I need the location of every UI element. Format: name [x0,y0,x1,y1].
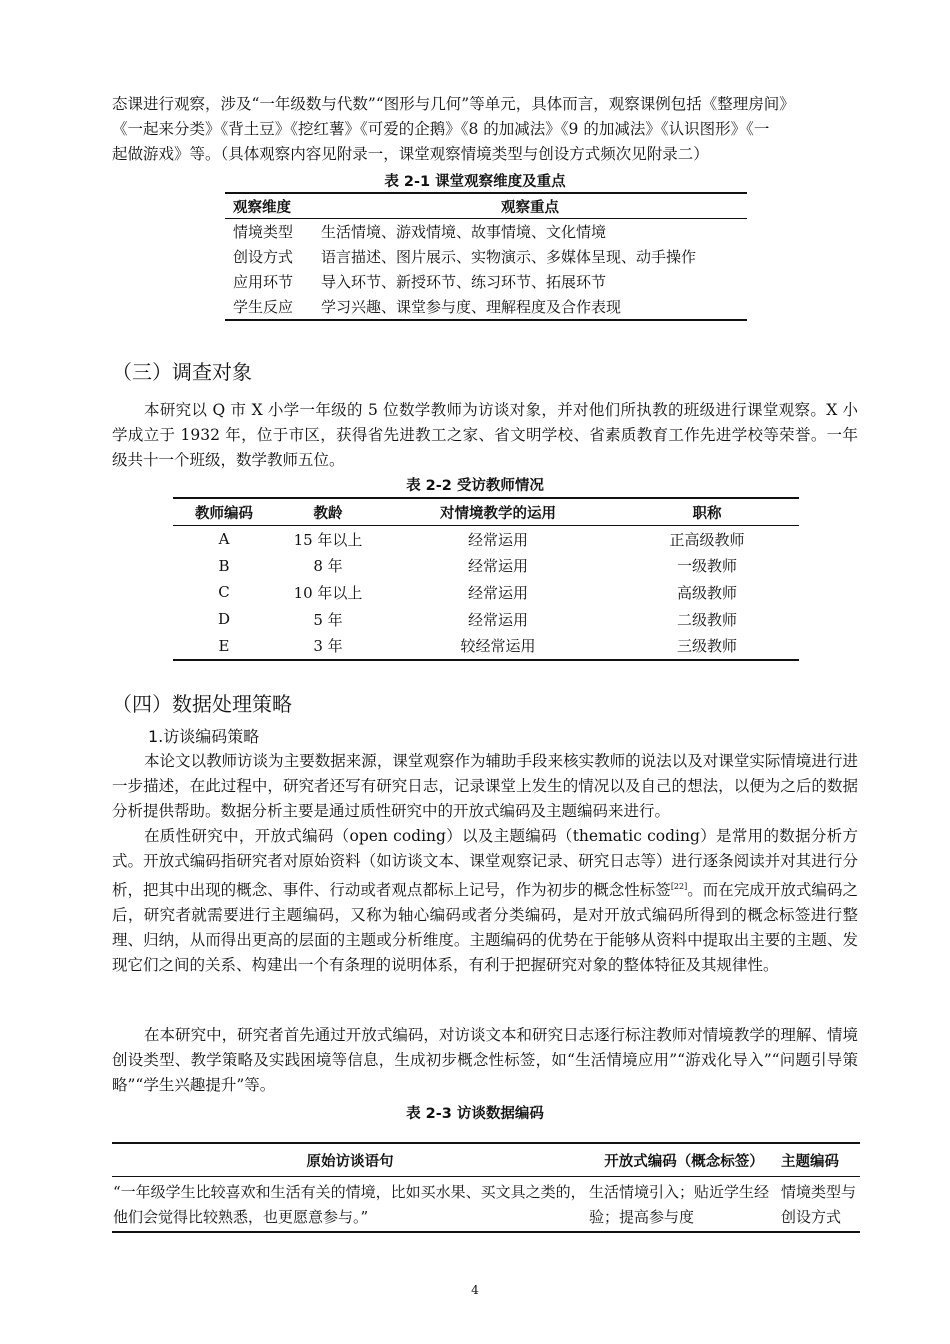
table-header-cell: 教龄 [275,498,381,526]
table-cell: 15 年以上 [293,530,363,549]
table-row [112,1177,860,1233]
table-row [225,244,747,269]
table-cell: 8 年 [313,557,343,576]
paragraph-text: 。而在完成开放式编码之后，研究者就需要进行主题编码，又称为轴心编码或者分类编码，是对开放式编码所得到的概念标签进行整理、归纳，从而得出更高的层面的主题或分析维度。主题编码的优势在于能够从资料中提取出主要的主题、发现它们之间的关系、构建出一个有条理的说明体系，有利于把握研究对象的整体特征及其规律性。 [112,881,858,975]
table-cell: 导入环节、新授环节、练习环节、拓展环节 [321,273,607,291]
table-cell: 高级教师 [676,583,737,602]
table-cell: 生活情境引入；贴近学生经验；提高参与度 [589,1183,770,1226]
section4-paragraph-2 [112,824,858,978]
table1-caption: 表 2-1 课堂观察维度及重点 [384,174,566,190]
table2-caption: 表 2-2 受访教师情况 [406,478,544,494]
table-row [173,632,799,660]
section4-subheading: 1.访谈编码策略 [148,727,260,746]
table-cell: 10 年以上 [293,583,363,602]
table-cell: 学习兴趣、课堂参与度、理解程度及合作表现 [321,298,622,316]
table-cell: 语言描述、图片展示、实物演示、多媒体呈现、动手操作 [321,248,697,266]
paragraph-text: 在质性研究中，开放式编码（open coding）以及主题编码（thematic coding）是常用的数据分析方式。开放式编码指研究者对原始资料（如访谈文本、课堂观察记录、研究日志等）进行逐条阅读并对其进行分析，把其中出现的概念、事件、行动或者观点都标上记号，作为初步的概念性标签 [112,827,858,900]
table-cell: C [218,583,230,602]
table-cell: B [218,556,230,575]
table-header-cell: 教师编码 [173,498,275,526]
table-cell: 经常运用 [467,583,528,602]
table-cell: 较经常运用 [460,637,536,656]
table-cell: 生活情境、游戏情境、故事情境、文化情境 [321,223,607,241]
table-cell: 一级教师 [676,557,737,576]
section3-paragraph: 本研究以 Q 市 X 小学一年级的 5 位数学教师为访谈对象，并对他们所执教的班级进行课堂观察。X 小学成立于 1932 年，位于市区，获得省先进教工之家、省文明学校、省素质教育工作先进学校等荣誉。一年级共十一个班级，数学教师五位。 [112,401,858,469]
table-header-row [225,193,747,219]
table-row [225,294,747,320]
section4-paragraph-3: 在本研究中，研究者首先通过开放式编码，对访谈文本和研究日志逐行标注教师对情境教学的理解、情境创设类型、教学策略及实践困境等信息，生成初步概念性标签，如“生活情境应用”“游戏化导入”“问题引导策略”“学生兴趣提升”等。 [112,1026,858,1094]
intro-line-1: 态课进行观察，涉及“一年级数与代数”“图形与几何”等单元，具体而言，观察课例包括《整理房间》 [112,95,795,113]
table-header-row [112,1143,860,1177]
table-cell: D [217,610,231,629]
table-cell: 情境类型与创设方式 [781,1183,857,1226]
table-cell: 经常运用 [467,557,528,576]
table-cell: 经常运用 [467,530,528,549]
table-header-cell: 对情境教学的运用 [381,498,615,526]
table-cell: 经常运用 [467,610,528,629]
table1-observation-dimensions [225,192,747,321]
intro-line-3: 起做游戏》等。（具体观察内容见附录一，课堂观察情境类型与创设方式频次见附录二） [112,145,709,163]
table-header-cell: 主题编码 [780,1143,860,1177]
table-cell: 三级教师 [676,637,737,656]
intro-line-2: 《一起来分类》《背土豆》《挖红薯》《可爱的企鹅》《8 的加减法》《9 的加减法》《认识图形》《一 [112,120,770,138]
table-row [173,606,799,633]
section4-paragraph-1: 本论文以教师访谈为主要数据来源，课堂观察作为辅助手段来核实教师的说法以及对课堂实际情境进行进一步描述，在此过程中，研究者还写有研究日志，记录课堂上发生的情况以及自己的想法，以便为之后的数据分析提供帮助。数据分析主要是通过质性研究中的开放式编码及主题编码来进行。 [112,752,858,820]
table-header-cell: 职称 [615,498,799,526]
table-row [173,579,799,606]
table-row [173,553,799,580]
table-cell: 学生反应 [233,298,294,316]
section4-heading: （四）数据处理策略 [112,692,292,716]
table-header-cell: 观察重点 [313,193,747,219]
table-cell: 二级教师 [676,610,737,629]
table3-interview-coding [112,1142,860,1233]
table2-teachers [173,497,799,661]
table-cell: E [218,636,230,655]
table-cell: 应用环节 [233,273,294,291]
table-cell: 情境类型 [233,223,294,241]
table-cell: 创设方式 [233,248,294,266]
table-header-cell: 观察维度 [225,193,313,219]
table-cell: 正高级教师 [669,530,745,549]
table-row [225,269,747,294]
table-header-cell: 开放式编码（概念标签） [588,1143,780,1177]
page-number: 4 [471,1283,479,1297]
table-row [225,219,747,245]
table-cell: “一年级学生比较喜欢和生活有关的情境，比如买水果、买文具之类的，他们会觉得比较熟悉，也更愿意参与。” [113,1183,586,1226]
table-cell: 5 年 [313,610,343,629]
table3-caption: 表 2-3 访谈数据编码 [406,1106,544,1122]
citation-reference: [22] [670,882,688,891]
table-cell: 3 年 [313,637,343,656]
table-cell: A [218,530,230,549]
section3-heading: （三）调查对象 [112,360,252,384]
table-header-cell: 原始访谈语句 [112,1143,588,1177]
table-header-row [173,498,799,526]
table-row [173,526,799,553]
